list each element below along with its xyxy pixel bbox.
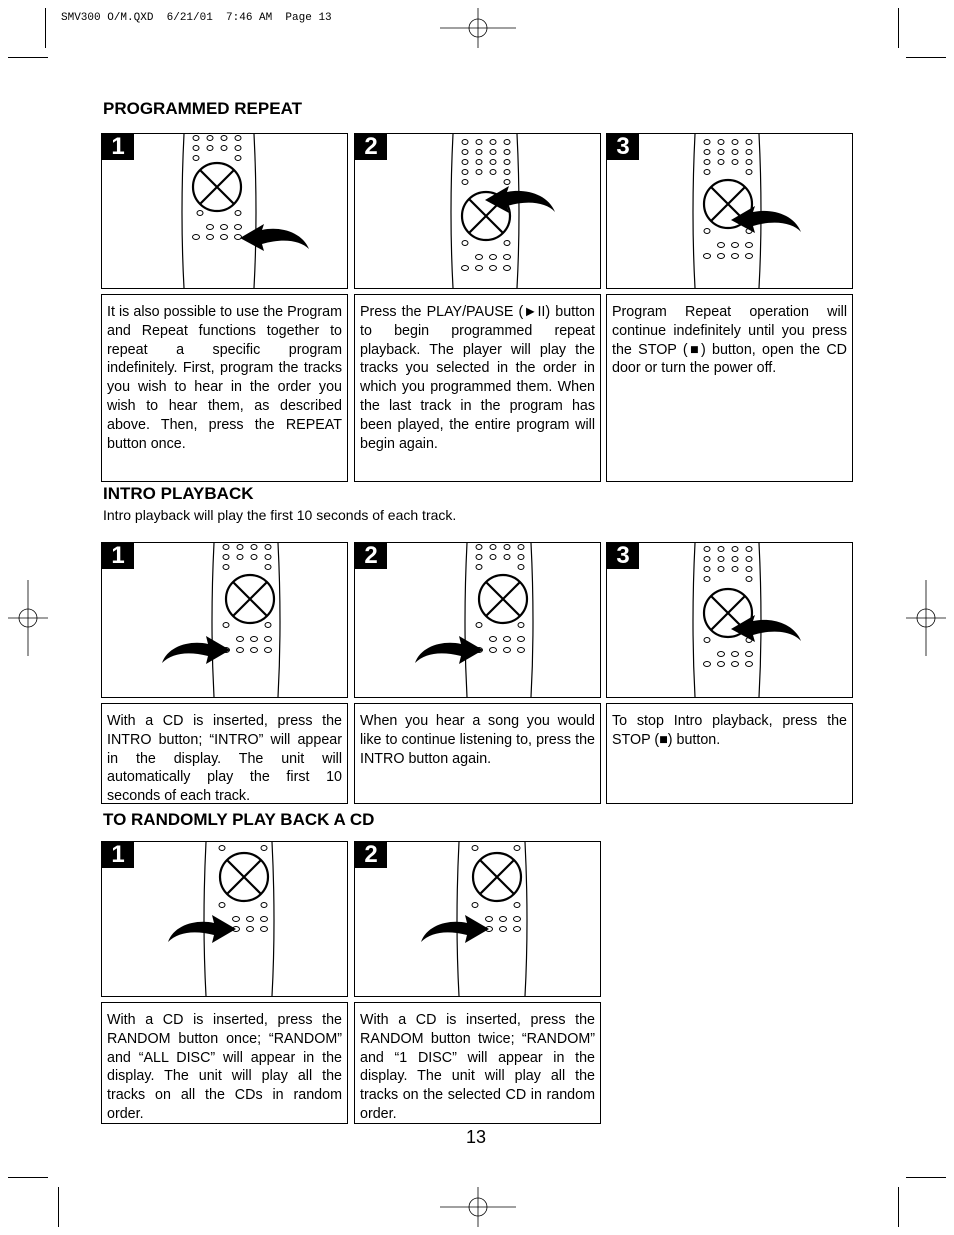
instruction-box <box>354 703 601 804</box>
step-number: 1 <box>102 134 134 160</box>
remote-control-illustration <box>102 134 347 288</box>
arrow-pointer <box>731 206 801 233</box>
step-number: 3 <box>607 134 639 160</box>
crop-mark <box>898 8 899 48</box>
remote-control-illustration <box>355 543 600 697</box>
instruction-text: Press the PLAY/PAUSE (►II) button to begin programmed repeat playback. The player will play the tracks you selected in the order in which you programmed them. When the last track in the program has been played, the entire program will begin again. <box>360 304 595 452</box>
remote-control-illustration <box>355 134 600 288</box>
instruction-text: With a CD is inserted, press the RANDOM button once; “RANDOM” and “ALL DISC” will appear in the display. The unit will play all the tracks on all the CDs in random order. <box>107 1012 342 1122</box>
crop-mark <box>8 1177 48 1178</box>
step-number: 1 <box>102 842 134 868</box>
instruction-box <box>606 703 853 804</box>
remote-buttons <box>223 545 272 653</box>
remote-buttons <box>704 140 753 259</box>
remote-control-illustration <box>607 543 852 697</box>
crop-mark <box>906 1177 946 1178</box>
navigation-wheel <box>473 853 521 901</box>
illustration-panel <box>354 542 601 698</box>
instruction-text: When you hear a song you would like to continue listening to, press the INTRO button again. <box>360 713 595 767</box>
instruction-text: To stop Intro playback, press the STOP (■) button. <box>612 713 847 748</box>
section-heading-random-playback: TO RANDOMLY PLAY BACK A CD <box>103 810 375 829</box>
step-number: 2 <box>355 842 387 868</box>
illustration-panel <box>354 841 601 997</box>
instruction-box <box>354 1002 601 1124</box>
registration-mark <box>906 580 946 656</box>
page-number: 13 <box>466 1127 487 1147</box>
arrow-pointer <box>162 636 230 664</box>
arrow-pointer <box>731 615 801 642</box>
illustration-panel <box>101 841 348 997</box>
arrow-pointer <box>421 915 489 943</box>
crop-mark <box>898 1187 899 1227</box>
navigation-wheel <box>220 853 268 901</box>
illustration-panel <box>606 542 853 698</box>
illustration-panel <box>606 133 853 289</box>
navigation-wheel <box>479 575 527 623</box>
instruction-text: It is also possible to use the Program and Repeat functions together to repeat a specific program indefinitely. First, program the tracks you wish to hear in the order you wish to hear them, as described above. Then, press the REPEAT button once. <box>107 304 342 452</box>
arrow-pointer <box>168 915 236 943</box>
illustration-panel <box>354 133 601 289</box>
illustration-panel <box>101 542 348 698</box>
step-number: 3 <box>607 543 639 569</box>
registration-mark <box>440 1187 516 1227</box>
crop-mark <box>58 1187 59 1227</box>
arrow-pointer <box>485 186 555 213</box>
arrow-pointer <box>240 224 309 251</box>
remote-control-illustration <box>355 842 600 996</box>
remote-control-illustration <box>102 842 347 996</box>
instruction-box <box>354 294 601 482</box>
instruction-text: With a CD is inserted, press the INTRO button; “INTRO” will appear in the display. The unit will automatically play the first 10 seconds of each track. <box>107 713 342 805</box>
section-heading-intro-playback: INTRO PLAYBACK <box>103 484 254 503</box>
section-heading-programmed-repeat: PROGRAMMED REPEAT <box>103 99 302 118</box>
navigation-wheel <box>193 163 241 211</box>
remote-control-illustration <box>102 543 347 697</box>
illustration-panel <box>101 133 348 289</box>
arrow-pointer <box>415 636 483 664</box>
crop-mark <box>8 57 48 58</box>
instruction-box <box>606 294 853 482</box>
step-number: 1 <box>102 543 134 569</box>
crop-mark <box>45 8 46 48</box>
remote-buttons <box>704 547 753 667</box>
navigation-wheel <box>226 575 274 623</box>
crop-mark <box>906 57 946 58</box>
section-subtitle: Intro playback will play the first 10 seconds of each track. <box>103 507 457 523</box>
instruction-box <box>101 703 348 804</box>
registration-mark <box>8 580 48 656</box>
print-slug: SMV300 O/M.QXD 6/21/01 7:46 AM Page 13 <box>61 12 332 24</box>
instruction-box <box>101 294 348 482</box>
step-number: 2 <box>355 543 387 569</box>
instruction-text: With a CD is inserted, press the RANDOM button twice; “RANDOM” and “1 DISC” will appear in the display. The unit will play all the tracks on the selected CD in random order. <box>360 1012 595 1122</box>
step-number: 2 <box>355 134 387 160</box>
instruction-text: Program Repeat operation will continue indefinitely until you press the STOP (■) button, open the CD door or turn the power off. <box>612 304 847 377</box>
remote-buttons <box>476 545 525 653</box>
instruction-box <box>101 1002 348 1124</box>
remote-control-illustration <box>607 134 852 288</box>
registration-mark <box>440 8 516 48</box>
